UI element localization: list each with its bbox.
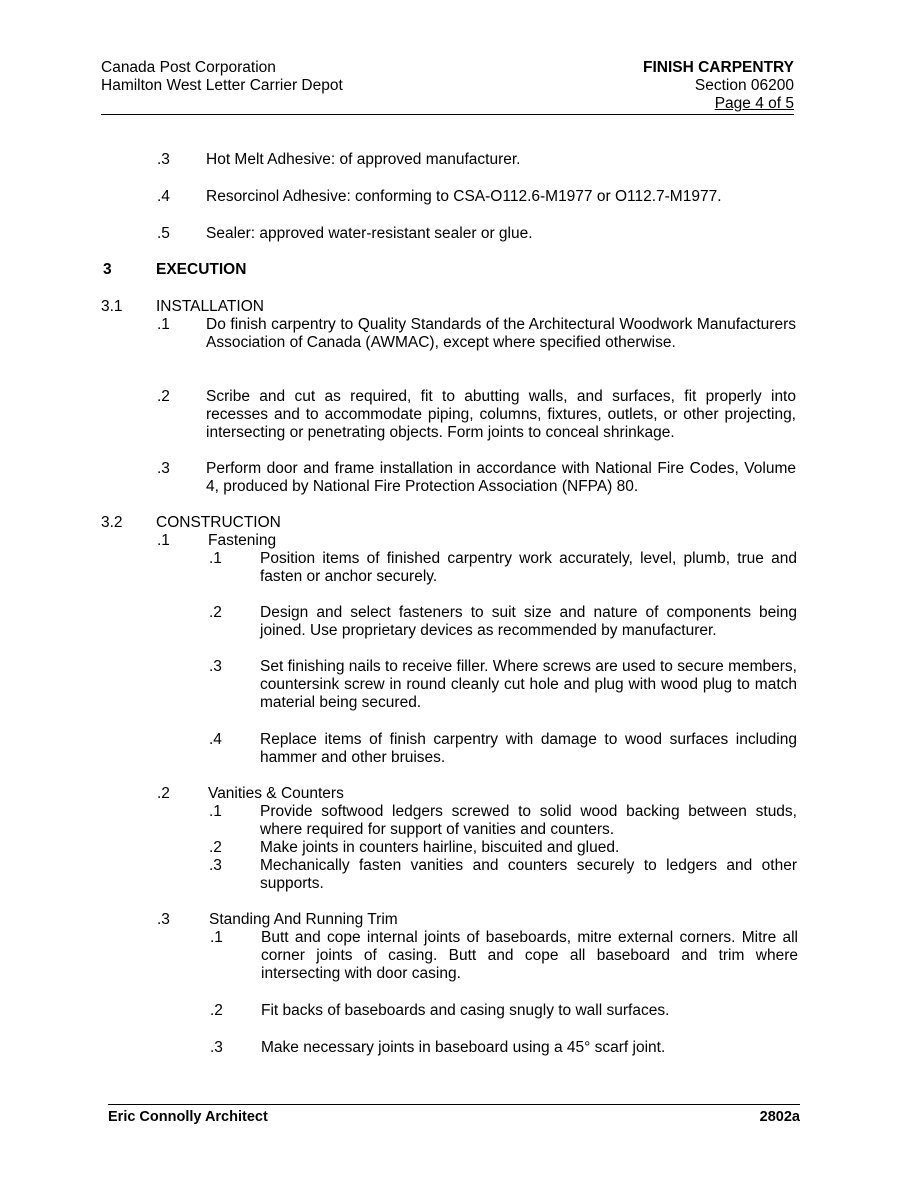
header-left <box>101 59 521 95</box>
list-item-text: Fit backs of baseboards and casing snugly to wall surfaces. <box>261 1002 670 1019</box>
list-item-text: Provide softwood ledgers screwed to solid wood backing between studs, where required for support of vanities and counters. <box>260 803 797 838</box>
list-item-number: .2 <box>209 839 222 856</box>
list-item-number: .3 <box>209 857 222 874</box>
project-name: Hamilton West Letter Carrier Depot <box>101 77 343 94</box>
list-item-number: .3 <box>209 658 222 675</box>
list-item-number: .2 <box>157 785 170 802</box>
list-item-number: .2 <box>157 388 170 405</box>
list-item-number: .1 <box>209 550 222 567</box>
section-title: FINISH CARPENTRY <box>643 59 794 76</box>
header-rule <box>101 114 794 115</box>
list-item-number: .3 <box>210 1039 223 1056</box>
list-item-number: .4 <box>209 731 222 748</box>
list-item-number: .1 <box>210 929 223 946</box>
part-title: EXECUTION <box>156 261 247 278</box>
section-number: Section 06200 <box>694 77 794 94</box>
list-item-text: Position items of finished carpentry work accurately, level, plumb, true and fasten or anchor securely. <box>260 550 797 585</box>
list-item-text: Design and select fasteners to suit size and nature of components being joined. Use proprietary devices as recommended by manufacturer. <box>260 604 797 639</box>
list-item-text: Sealer: approved water-resistant sealer or glue. <box>206 225 533 242</box>
footer-project-number: 2802a <box>759 1109 800 1125</box>
list-item-text: Scribe and cut as required, fit to abutting walls, and surfaces, fit properly into recesses and to accommodate piping, columns, fixtures, outlets, or other projecting, intersecting or penetrating objects. Form joints to conceal shrinkage. <box>206 388 796 441</box>
list-item-text: Replace items of finish carpentry with damage to wood surfaces including hammer and other bruises. <box>260 731 797 766</box>
article-number: 3.1 <box>101 298 123 315</box>
subsection-title: Vanities & Counters <box>208 785 344 802</box>
article-title: INSTALLATION <box>156 298 264 315</box>
list-item-text: Make joints in counters hairline, biscuited and glued. <box>260 839 620 856</box>
list-item-text: Hot Melt Adhesive: of approved manufacturer. <box>206 151 521 168</box>
list-item-number: .2 <box>210 1002 223 1019</box>
list-item-text: Perform door and frame installation in accordance with National Fire Codes, Volume 4, produced by National Fire Protection Association (NFPA) 80. <box>206 460 796 495</box>
list-item-number: .4 <box>157 188 170 205</box>
subsection-title: Standing And Running Trim <box>209 911 398 928</box>
list-item-number: .3 <box>157 460 170 477</box>
owner-name: Canada Post Corporation <box>101 59 276 76</box>
list-item-text: Do finish carpentry to Quality Standards of the Architectural Woodwork Manufacturers Association of Canada (AWMAC), except where specified otherwise. <box>206 316 796 351</box>
subsection-title: Fastening <box>208 532 277 549</box>
list-item-text: Butt and cope internal joints of baseboards, mitre external corners. Mitre all corner joints of casing. Butt and cope all baseboard and trim where intersecting with door casing. <box>261 929 798 982</box>
list-item-number: .2 <box>209 604 222 621</box>
footer-architect: Eric Connolly Architect <box>108 1109 268 1125</box>
footer-rule <box>108 1104 800 1105</box>
article-number: 3.2 <box>101 514 123 531</box>
list-item-number: .1 <box>209 803 222 820</box>
page-number: Page 4 of 5 <box>714 95 794 112</box>
list-item-text: Make necessary joints in baseboard using a 45° scarf joint. <box>261 1039 666 1056</box>
part-number: 3 <box>103 261 112 278</box>
list-item-number: .3 <box>157 151 170 168</box>
list-item-text: Set finishing nails to receive filler. Where screws are used to secure members, countersink screw in round cleanly cut hole and plug with wood plug to match material being secured. <box>260 658 797 711</box>
header-right <box>474 59 794 113</box>
list-item-number: .3 <box>157 911 170 928</box>
list-item-text: Mechanically fasten vanities and counters securely to ledgers and other supports. <box>260 857 797 892</box>
list-item-number: .1 <box>157 316 170 333</box>
list-item-number: .5 <box>157 225 170 242</box>
article-title: CONSTRUCTION <box>156 514 281 531</box>
list-item-text: Resorcinol Adhesive: conforming to CSA-O112.6-M1977 or O112.7-M1977. <box>206 188 722 205</box>
list-item-number: .1 <box>157 532 170 549</box>
